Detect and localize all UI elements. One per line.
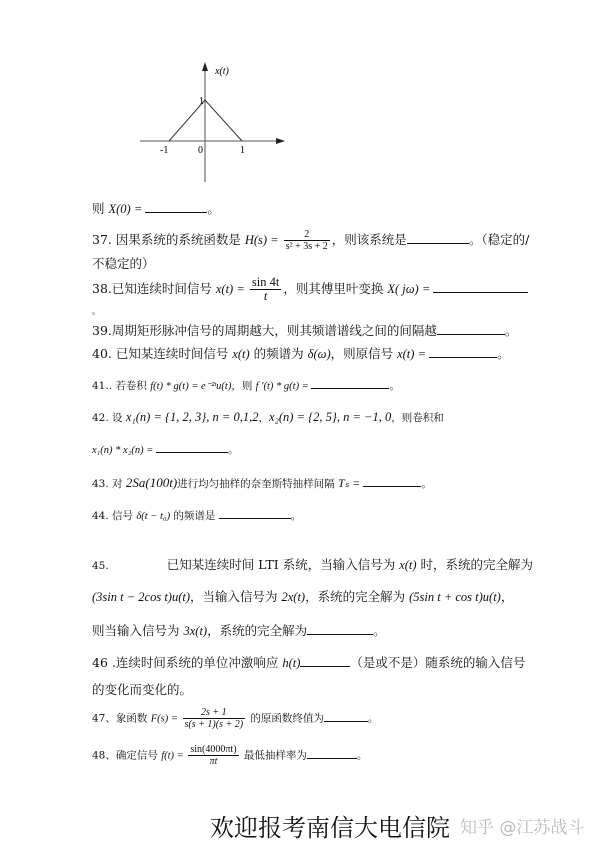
q45-number: 45. [92,560,109,572]
q45-text2: ，当输入信号为 [190,589,282,604]
q40-answer-blank [429,345,497,358]
q47-fraction [183,707,246,730]
tick-label-0: 0 [198,145,203,156]
y-axis-label: x(t) [215,66,229,77]
q45-text3b: ，系统的完全解为 [207,623,308,638]
q48-line [92,744,367,767]
q46-h: h(t) [282,656,301,670]
q39-post: 。 [504,323,518,338]
q37-mid: ，则该系统是 [331,232,407,247]
q38-numerator: sin 4t [251,275,280,289]
q41-expr: f(t) * g(t) = e⁻²ᵗu(t) [150,381,232,392]
q45-text1b: 时，系统的完全解为 [416,557,534,572]
q42-line2 [92,442,238,459]
q47-lhs: F(s) = [150,713,181,725]
q41-expr2: f ′(t) * g(t) = [255,381,312,392]
q37-numerator: 2 [284,229,330,241]
q45-input2: 2x(t) [281,590,306,604]
q40-mid2: ，则原信号 [330,346,398,361]
q38-lhs: x(t) = [215,282,248,296]
q37-text: 37. 因果系统的系统函数是 [92,232,245,247]
triangle-signal-graph [140,60,300,185]
q47-post: 。 [367,712,379,725]
q40-delta: δ(ω) [307,347,331,361]
footer-banner: 欢迎报考南信大电信院 [210,814,450,842]
q45-text3: 则当输入信号为 [92,623,184,638]
q40-line [92,345,510,362]
q42-sep: ， [258,412,269,424]
q36-post: 。 [207,201,220,216]
q46-continuation: 的变化而变化的。 [92,682,193,697]
q42-x2: x₂(n) = {2, 5}, n = −1, 0 [268,410,392,424]
q47-text: 47、象函数 [92,712,151,725]
q47-mid: 的原函数终值为 [247,712,324,725]
q42-text: 42. 设 [92,412,126,424]
peak-label: 1 [199,96,204,107]
q37-denominator: s² + 3s + 2 [285,241,328,252]
q48-answer-blank [307,748,357,759]
q45-answer-blank [307,622,373,635]
q36-answer-blank [145,200,207,213]
q36-line [92,200,220,217]
q43-ts: Tₛ = [338,476,364,490]
q45-line3 [92,622,386,639]
q41-post: 。 [389,380,400,392]
q45-solution2: (5sin t + cos t)u(t) [409,590,501,604]
q47-answer-blank [324,711,368,722]
q41-mid: ，则 [231,380,256,392]
q41-text: 41.. 若卷积 [92,380,151,392]
q48-post: 。 [356,749,368,762]
q44-expr: δ(t − t₀) [136,511,171,522]
q46-text: 46 .连续时间系统的单位冲激响应 [92,655,283,670]
q41-line [92,378,400,395]
q45-line2 [92,589,513,605]
tick-label-neg1: -1 [160,145,169,156]
q37-post: 。（稳定的/ [468,232,530,247]
q38-continuation: 。 [92,307,102,317]
y-axis-arrow [202,62,208,71]
q46-answer-blank [300,654,350,667]
q42-post: ，则卷积和 [391,412,444,424]
watermark: 知乎 @江苏战斗 [460,818,585,838]
q47-denominator: s(s + 1)(s + 2) [184,719,244,730]
q45-x: x(t) [399,558,417,572]
q41-answer-blank [311,378,389,389]
q37-lhs: H(s) = [244,233,282,247]
q44-answer-blank [219,508,291,519]
x-axis-arrow [276,138,285,144]
q40-x: x(t) [232,347,250,361]
q38-rhs: X( jω) = [387,282,434,296]
q36-expr: X(0) = [108,202,146,216]
q38-fraction [250,276,281,303]
q42-answer-blank [156,442,228,453]
q38-mid: ，则其傅里叶变换 [283,281,388,296]
q45-solution1: (3sin t − 2cos t)u(t) [92,590,191,604]
q45-text2b: ，系统的完全解为 [305,589,410,604]
q36-text: 则 [92,201,109,216]
q44-line [92,508,301,525]
q40-post: 。 [497,346,510,361]
q43-text: 43. 对 [92,478,126,490]
q45-line1 [92,557,533,574]
q48-fraction [188,744,238,767]
q38-answer-blank [433,280,528,293]
q48-mid: 最低抽样率为 [240,749,307,762]
q45-comma: ， [500,589,514,604]
q40-text: 40. 已知某连续时间信号 [92,346,233,361]
q38-denominator: t [263,289,268,303]
q38-line [92,276,528,303]
q48-denominator: πt [209,756,218,767]
q42-post2: 。 [227,444,239,456]
q37-fraction [284,229,330,252]
q42-convolution: x₁(n) * x₂(n) = [92,445,156,456]
q37-answer-blank [407,231,469,244]
q48-numerator: sin(4000πt) [190,744,237,755]
q45-text1: 已知某连续时间 LTI 系统，当输入信号为 [166,557,400,572]
q44-mid: 的频谱是 [170,510,219,522]
q43-answer-blank [363,476,421,487]
tick-label-1: 1 [240,145,245,156]
q40-mid: 的频谱为 [249,346,308,361]
q45-input3: 3x(t) [183,624,208,638]
q42-x1: x₁(n) = {1, 2, 3}, n = 0,1,2 [125,410,259,424]
q42-line [92,409,444,426]
q39-text: 39.周期矩形脉冲信号的周期越大，则其频谱谱线之间的间隔越 [92,323,437,338]
q39-answer-blank [437,322,505,335]
q37-continuation: 不稳定的） [92,256,155,271]
q44-post: 。 [290,510,302,522]
q47-numerator: 2s + 1 [183,707,246,719]
q43-expr: 2Sa(100t) [125,475,178,490]
q43-post: 。 [421,478,432,490]
q48-text: 48、确定信号 [92,749,162,762]
q46-mid: （是或不是）随系统的输入信号 [350,655,526,670]
q40-rhs: x(t) = [397,347,430,361]
q47-line [92,707,378,730]
q48-lhs: f(t) = [161,750,187,762]
q43-mid: 进行均匀抽样的奈奎斯特抽样间隔 [177,478,338,490]
q43-line [92,475,432,492]
q39-line [92,322,517,339]
q44-text: 44. 信号 [92,510,137,522]
q38-text: 38.已知连续时间信号 [92,281,216,296]
q37-line [92,229,529,252]
q46-line [92,654,525,671]
q45-post: 。 [373,623,386,638]
